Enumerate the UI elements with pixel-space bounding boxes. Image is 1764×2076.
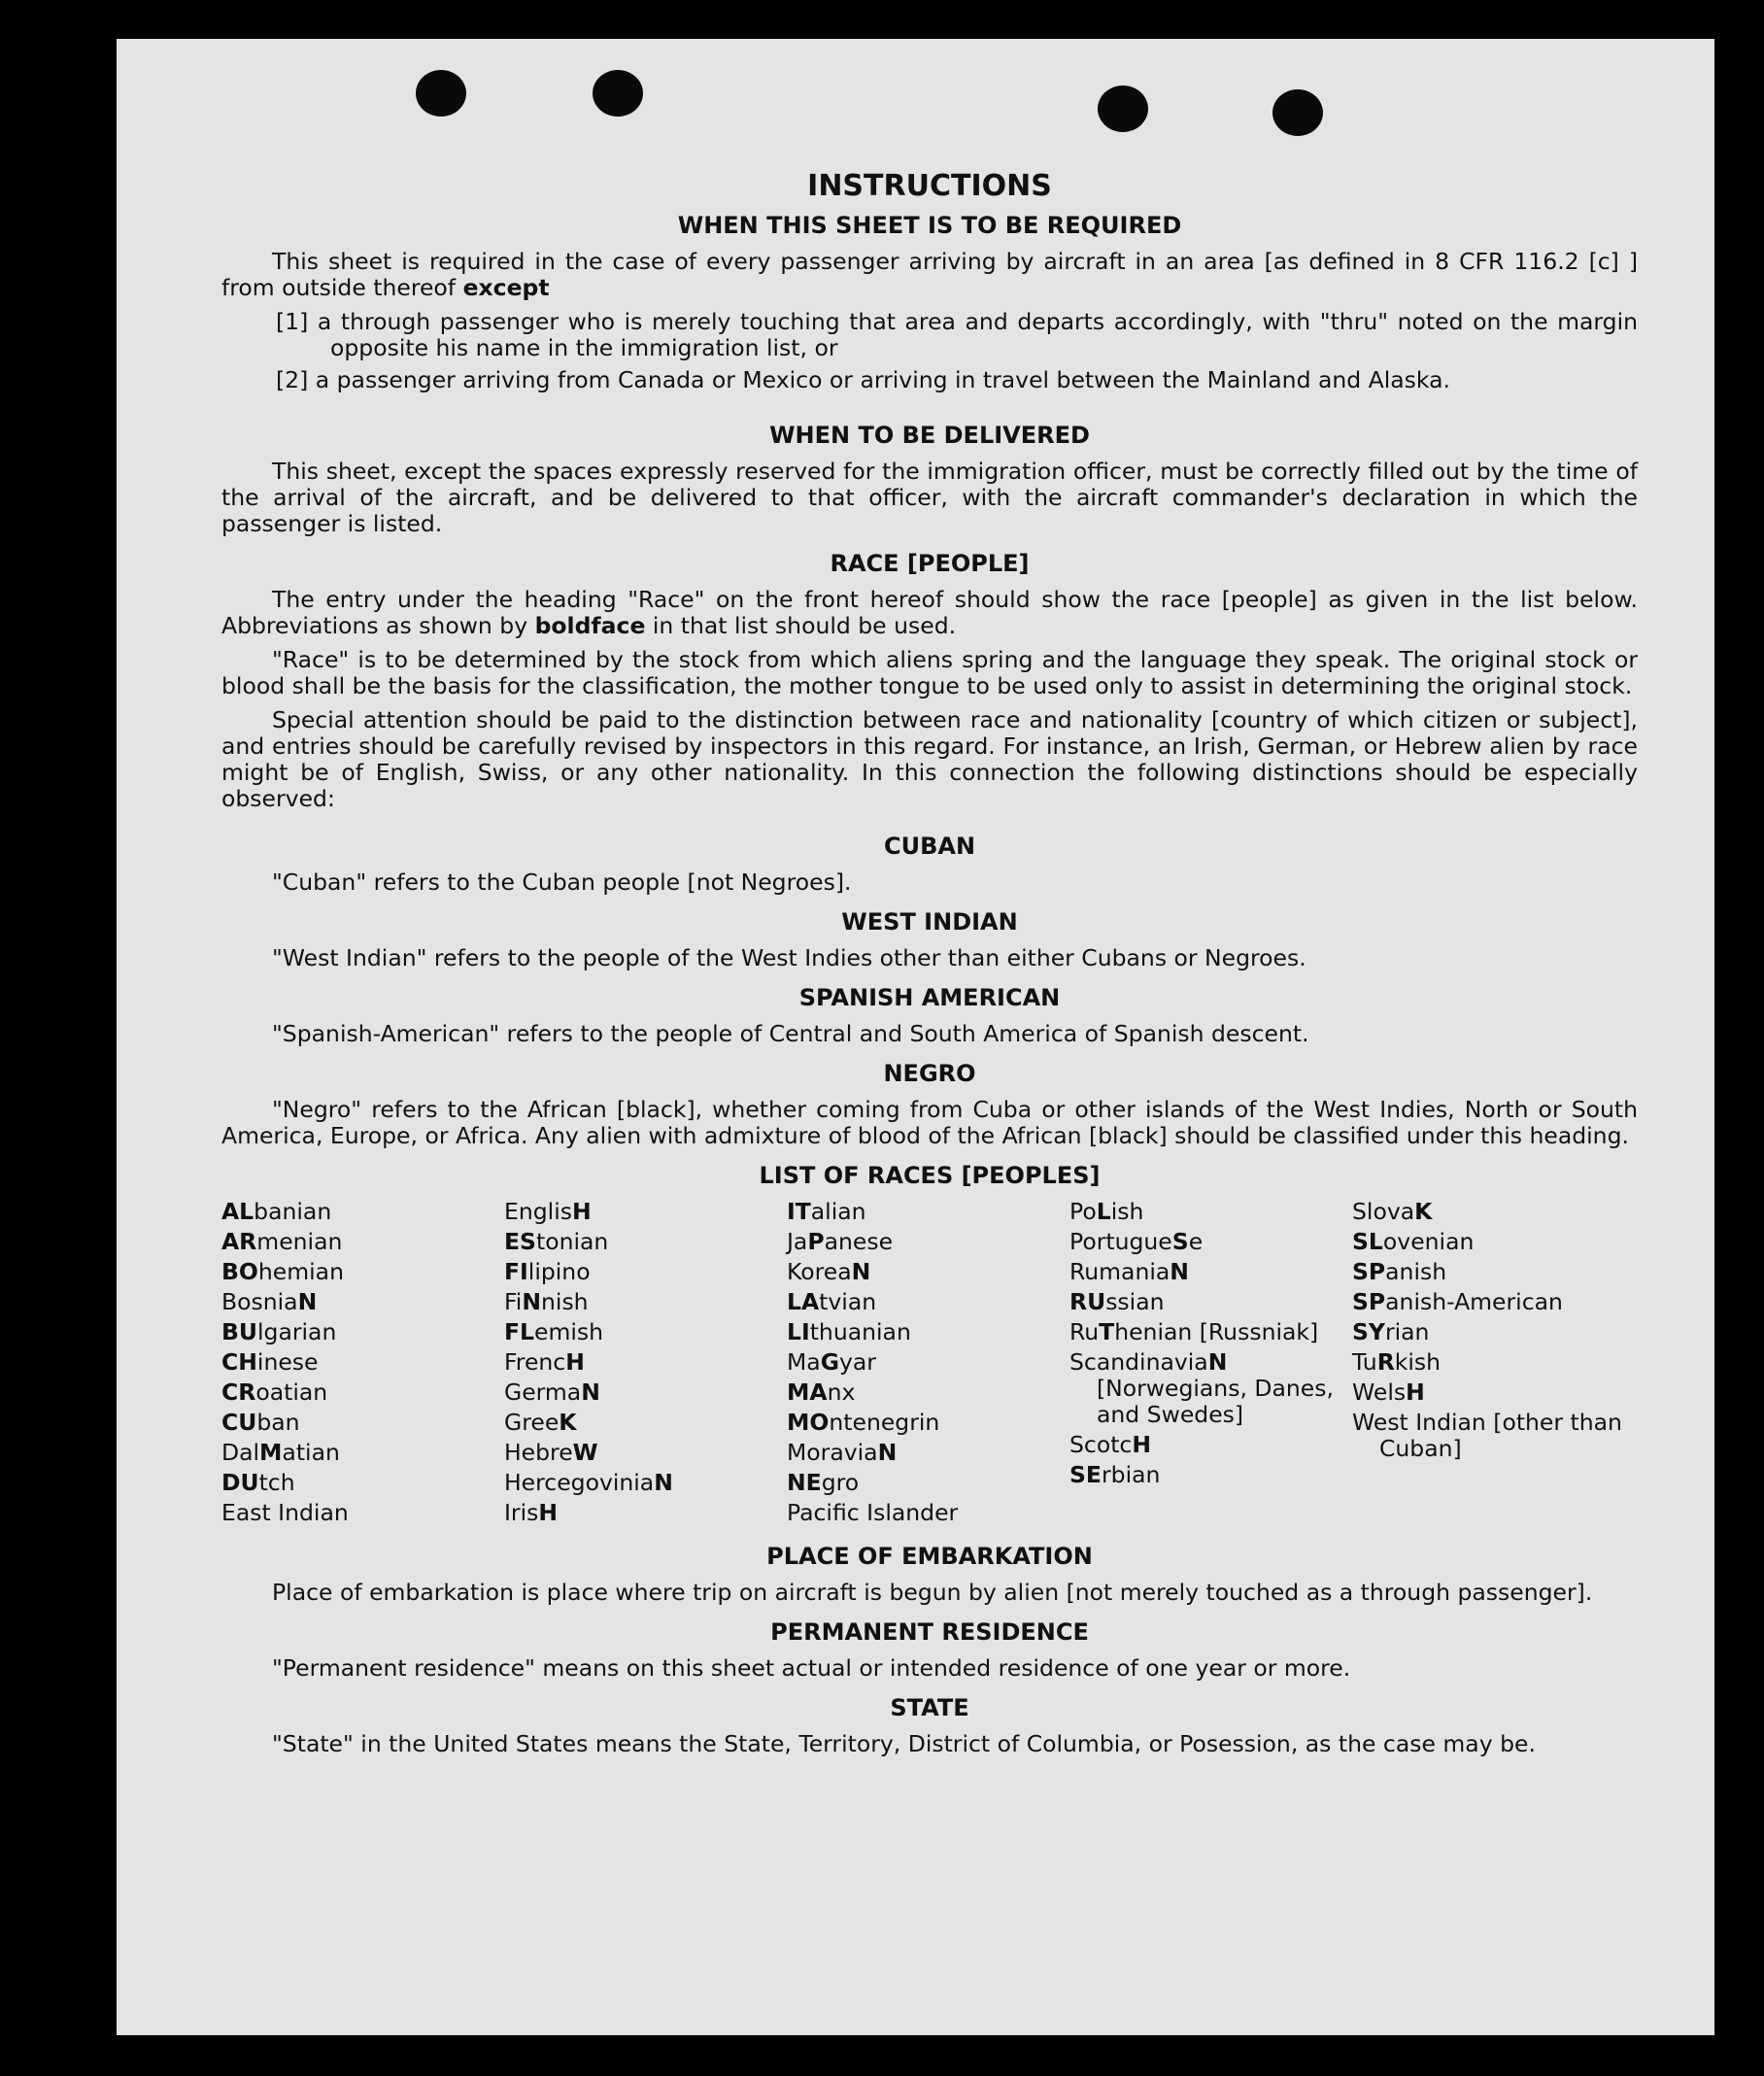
race-abbrev: IT [787,1198,811,1225]
race-column [221,1199,504,1530]
race-item [787,1500,1069,1526]
race-text: hemian [257,1258,344,1285]
race-abbrev: N [851,1258,871,1285]
race-item [1069,1289,1352,1315]
race-item [221,1410,504,1436]
race-column [1352,1199,1635,1530]
race-text: ssian [1105,1288,1165,1315]
punch-hole [1272,89,1323,136]
race-item [1352,1319,1635,1345]
race-abbrev: H [1132,1431,1152,1458]
race-text: oatian [255,1378,328,1406]
section-heading-list-of-races: LIST OF RACES [PEOPLES] [759,1162,1101,1189]
race-p1-c: in that list should be used. [645,612,957,639]
race-abbrev: LA [787,1288,820,1315]
race-item [787,1289,1069,1315]
race-abbrev: N [581,1378,600,1406]
race-item [504,1199,787,1225]
race-abbrev: N [877,1439,898,1466]
race-paragraph-3: Special attention should be paid to the distinction between race and nationality [country of which citizen or subject], and entries should be carefully revised by inspectors in this regard. For instance, an Irish, German, or Hebrew alien by race might be of English, Swiss, or any other nationality. In this connection the following distinctions should be especially observed: [221,706,1638,812]
race-text: [Norwegians, Danes, and Swedes] [1097,1375,1334,1428]
race-abbrev: SE [1069,1461,1102,1488]
race-abbrev: P [807,1228,825,1255]
race-text: Scotc [1069,1431,1133,1458]
race-text: East Indian [221,1499,349,1526]
race-text: ish [1110,1198,1144,1225]
residence-text: "Permanent residence" means on this sheet actual or intended residence of one year or more. [272,1654,1351,1682]
exception-item: [2] a passenger arriving from Canada or Mexico or arriving in travel between the Mainland and Alaska. [276,366,1450,393]
race-text: Moravia [787,1439,878,1466]
race-item [504,1500,787,1526]
race-text: Tu [1352,1348,1377,1376]
race-item [504,1349,787,1376]
state-text: "State" in the United States means the State, Territory, District of Columbia, or Posession, as the case may be. [272,1730,1536,1757]
race-text: Dal [221,1439,260,1466]
race-abbrev: K [1414,1198,1433,1225]
race-abbrev: CR [221,1378,256,1406]
instructions-content [221,165,1638,1765]
section-heading-residence: PERMANENT RESIDENCE [770,1618,1089,1646]
race-text: lipino [527,1258,591,1285]
race-paragraph-1 [221,587,1638,639]
race-item [221,1199,504,1225]
race-text: Slova [1352,1198,1415,1225]
intro-except: except [462,274,550,301]
race-item [1069,1259,1352,1285]
race-p1-a: The entry under the heading "Race" on the front hereof should show the race [people] as given in the list below. Abbreviations as shown by [221,586,1638,639]
race-abbrev: N [654,1469,673,1496]
race-item [787,1259,1069,1285]
race-list [221,1199,1638,1530]
race-item [221,1259,504,1285]
race-abbrev: AR [221,1228,257,1255]
race-abbrev: H [565,1348,585,1376]
race-item [787,1319,1069,1345]
race-text: Frenc [504,1348,566,1376]
race-abbrev: FL [504,1318,535,1345]
when-required-intro [221,249,1638,301]
section-heading-when-required: WHEN THIS SHEET IS TO BE REQUIRED [677,212,1182,239]
race-text: ntenegrin [829,1409,940,1436]
race-item [1352,1289,1635,1315]
race-text: e [1188,1228,1204,1255]
race-text: gro [821,1469,860,1496]
race-text: menian [256,1228,343,1255]
race-item [1069,1349,1352,1428]
section-heading-west-indian: WEST INDIAN [841,908,1018,936]
race-text: Englis [504,1198,572,1225]
race-item [504,1289,787,1315]
intro-text: This sheet is required in the case of every passenger arriving by aircraft in an area [as defined in 8 CFR 116.2 [c] ] from outside thereof [221,248,1638,301]
race-abbrev: MO [787,1409,830,1436]
race-item [787,1470,1069,1496]
race-item [504,1379,787,1406]
race-item [787,1379,1069,1406]
race-item [221,1319,504,1345]
race-abbrev: N [1170,1258,1189,1285]
race-item [1069,1199,1352,1225]
race-item [221,1379,504,1406]
race-text: thuanian [809,1318,911,1345]
spanish-american-text: "Spanish-American" refers to the people of Central and South America of Spanish descent. [272,1020,1309,1047]
punch-hole [1098,85,1148,132]
race-text: banian [254,1198,332,1225]
race-text: henian [Russniak] [1114,1318,1319,1345]
race-text: Rumania [1069,1258,1170,1285]
race-item [221,1470,504,1496]
race-item [504,1410,787,1436]
race-text: tch [258,1469,295,1496]
race-text: inese [256,1348,319,1376]
race-text: tvian [819,1288,877,1315]
race-text: rbian [1101,1461,1161,1488]
race-abbrev: L [1096,1198,1111,1225]
race-text: Hebre [504,1439,573,1466]
page-title: INSTRUCTIONS [807,169,1052,203]
race-text: ovenian [1382,1228,1475,1255]
race-item [787,1410,1069,1436]
race-abbrev: T [1099,1318,1115,1345]
race-text: Scandinavia [1069,1348,1208,1376]
race-abbrev: M [259,1439,283,1466]
race-item [221,1349,504,1376]
race-paragraph-2: "Race" is to be determined by the stock from which aliens spring and the language they speak. The original stock or blood shall be the basis for the classification, the mother tongue to be used only to assist in determining the original stock. [221,646,1638,699]
cuban-text: "Cuban" refers to the Cuban people [not Negroes]. [272,868,852,896]
race-text: Ru [1069,1318,1100,1345]
race-text: Bosnia [221,1288,298,1315]
race-item [504,1440,787,1466]
race-text: Germa [504,1378,582,1406]
race-text: nx [827,1378,856,1406]
race-column [1069,1199,1352,1530]
race-item [1352,1379,1635,1406]
race-text: West Indian [other than Cuban] [1352,1409,1622,1462]
race-item [1069,1319,1352,1345]
race-item [221,1229,504,1255]
race-item [504,1229,787,1255]
race-item [504,1470,787,1496]
race-text: anish [1385,1258,1447,1285]
race-column [504,1199,787,1530]
section-heading-when-delivered: WHEN TO BE DELIVERED [769,422,1090,449]
race-abbrev: H [538,1499,559,1526]
race-item [1069,1462,1352,1488]
race-abbrev: SY [1352,1318,1385,1345]
race-item [787,1349,1069,1376]
race-abbrev: G [820,1348,839,1376]
race-text: tonian [535,1228,609,1255]
race-abbrev: RU [1069,1288,1106,1315]
race-abbrev: N [522,1288,542,1315]
west-indian-text: "West Indian" refers to the people of the West Indies other than either Cubans or Negroes. [272,944,1306,971]
race-item [1352,1349,1635,1376]
race-column [787,1199,1069,1530]
race-text: anese [824,1228,894,1255]
race-item [1352,1199,1635,1225]
race-abbrev: FI [504,1258,528,1285]
race-text: Ja [787,1228,808,1255]
embarkation-text: Place of embarkation is place where trip on aircraft is begun by alien [not merely touched as a through passenger]. [272,1579,1593,1606]
section-heading-spanish-american: SPANISH AMERICAN [798,984,1061,1011]
race-text: nish [541,1288,589,1315]
punch-hole [416,70,466,117]
race-item [787,1229,1069,1255]
race-item [1352,1259,1635,1285]
race-abbrev: H [1406,1378,1425,1406]
race-abbrev: DU [221,1469,259,1496]
race-text: Gree [504,1409,560,1436]
race-abbrev: SP [1352,1258,1386,1285]
race-abbrev: LI [787,1318,810,1345]
race-item [1352,1229,1635,1255]
race-text: ban [256,1409,300,1436]
race-abbrev: SP [1352,1288,1386,1315]
race-item [504,1259,787,1285]
race-text: rian [1384,1318,1430,1345]
race-abbrev: SL [1352,1228,1383,1255]
race-abbrev: N [1207,1348,1228,1376]
race-abbrev: CU [221,1409,257,1436]
race-text: atian [282,1439,340,1466]
race-text: anish-American [1385,1288,1563,1315]
race-text: Fi [504,1288,523,1315]
race-item [1069,1432,1352,1458]
race-abbrev: S [1171,1228,1189,1255]
section-heading-embarkation: PLACE OF EMBARKATION [766,1543,1093,1570]
race-abbrev: BO [221,1258,258,1285]
race-text: Wels [1352,1378,1407,1406]
race-item [1069,1229,1352,1255]
race-text: alian [810,1198,866,1225]
punch-hole [593,70,643,117]
race-text: Pacific Islander [787,1499,959,1526]
race-abbrev: N [297,1288,318,1315]
race-abbrev: MA [787,1378,828,1406]
section-heading-race: RACE [PEOPLE] [830,550,1030,577]
race-item [221,1500,504,1526]
race-text: emish [534,1318,604,1345]
section-heading-negro: NEGRO [883,1060,976,1087]
race-abbrev: NE [787,1469,822,1496]
exception-item: [1] a through passenger who is merely touching that area and departs accordingly, with "thru" noted on the margin opposite his name in the immigration list, or [276,308,1638,361]
race-abbrev: H [571,1198,592,1225]
race-item [787,1199,1069,1225]
race-item [787,1440,1069,1466]
negro-text: "Negro" refers to the African [black], whether coming from Cuba or other islands of the West Indies, North or South America, Europe, or Africa. Any alien with admixture of blood of the African [black] should be classified under this heading. [221,1096,1638,1149]
race-item [504,1319,787,1345]
section-heading-cuban: CUBAN [883,833,976,860]
race-abbrev: K [559,1409,577,1436]
race-text: kish [1394,1348,1442,1376]
race-abbrev: W [572,1439,598,1466]
race-abbrev: CH [221,1348,257,1376]
race-text: lgarian [257,1318,337,1345]
race-text: yar [838,1348,876,1376]
race-text: Po [1069,1198,1097,1225]
race-item [221,1289,504,1315]
race-abbrev: BU [221,1318,257,1345]
race-text: Hercegovinia [504,1469,655,1496]
race-item [221,1440,504,1466]
race-item [1352,1410,1635,1462]
race-abbrev: AL [221,1198,254,1225]
race-p1-boldface: boldface [534,612,646,639]
race-text: Ma [787,1348,821,1376]
race-text: Korea [787,1258,852,1285]
section-heading-state: STATE [890,1694,969,1721]
race-abbrev: R [1376,1348,1395,1376]
race-text: Portugue [1069,1228,1172,1255]
when-delivered-text: This sheet, except the spaces expressly reserved for the immigration officer, must be correctly filled out by the time of the arrival of the aircraft, and be delivered to that officer, with the aircraft commander's declaration in which the passenger is listed. [221,458,1638,537]
race-text: Iris [504,1499,539,1526]
race-abbrev: ES [504,1228,536,1255]
